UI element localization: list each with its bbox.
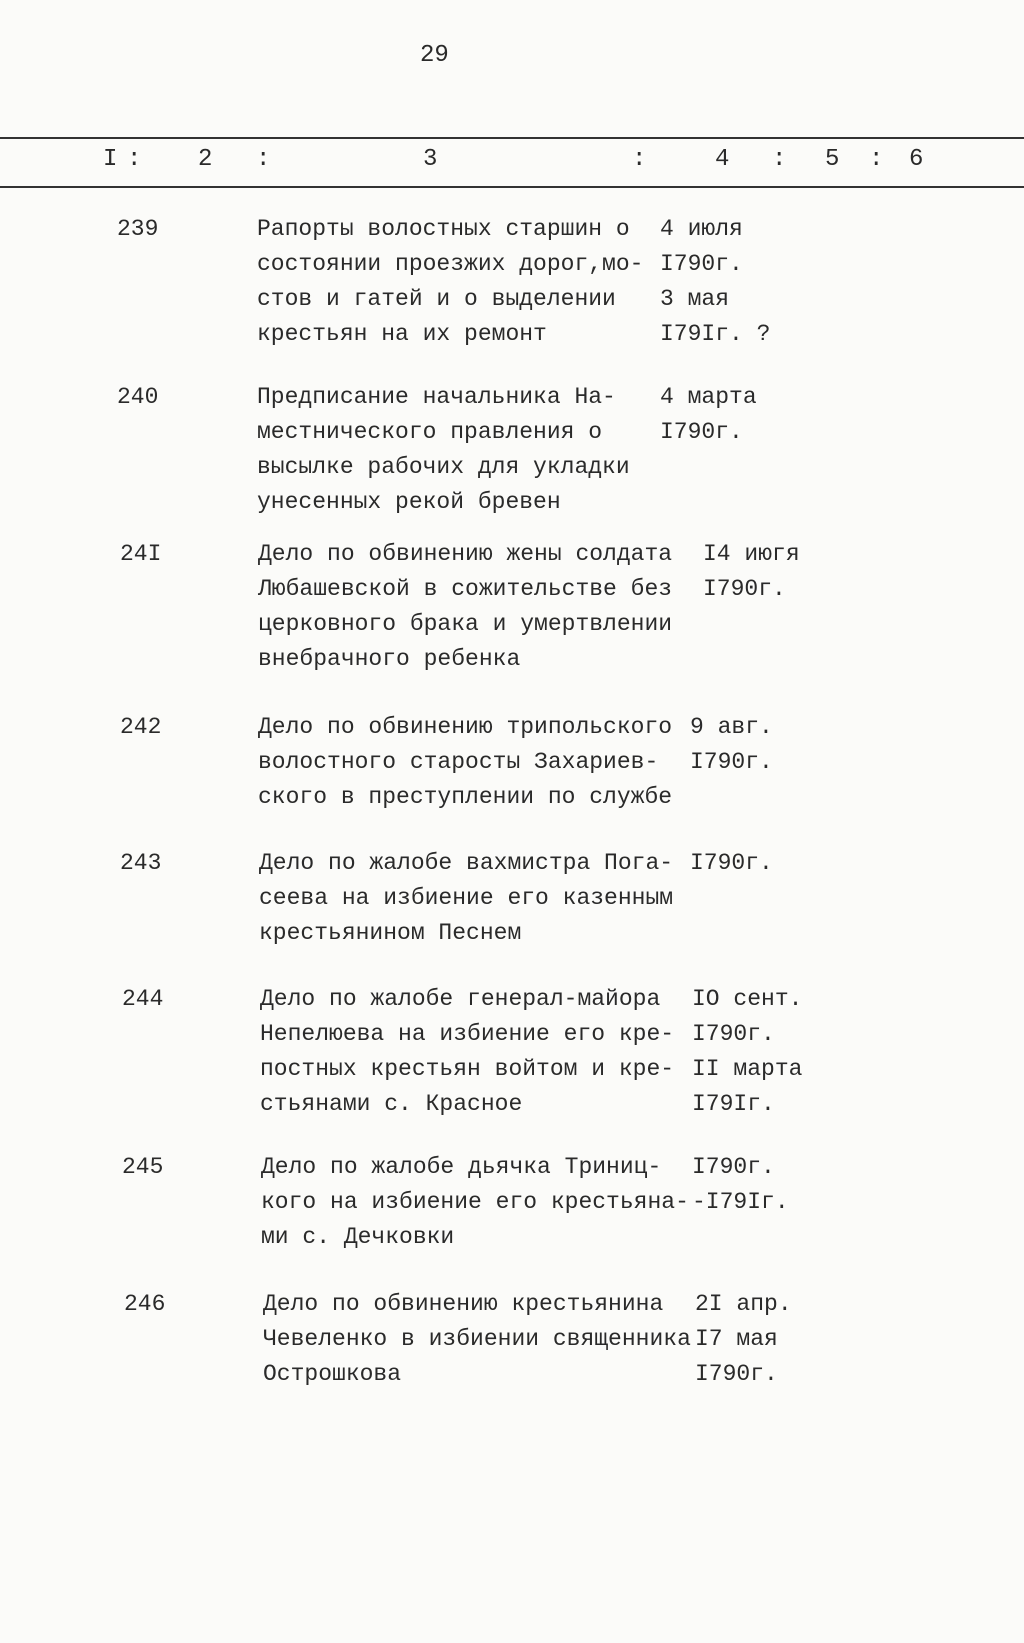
description-line: постных крестьян войтом и кре- — [260, 1056, 675, 1082]
description-line: Дело по жалобе вахмистра Пога- — [259, 850, 674, 876]
entry-number: 244 — [122, 986, 164, 1012]
column-separator: : — [869, 146, 884, 173]
description-line: волостного старосты Захариев- — [258, 749, 659, 775]
entry-number: 246 — [124, 1291, 166, 1317]
description-line: внебрачного ребенка — [258, 646, 521, 672]
entry-dates — [692, 1150, 789, 1220]
column-header-3: 3 — [423, 146, 438, 173]
description-line: Дело по жалобе генерал-майора — [260, 986, 661, 1012]
date-line: I79Iг. — [692, 1091, 775, 1117]
description-line: крестьянином Песнем — [259, 920, 522, 946]
entry-dates — [690, 710, 773, 780]
entry-description — [258, 710, 672, 815]
table-header-rule — [0, 186, 1024, 188]
date-line: I4 июгя — [703, 541, 800, 567]
entry-number: 245 — [122, 1154, 164, 1180]
column-header-5: 5 — [825, 146, 840, 173]
date-line: IO сент. — [692, 986, 803, 1012]
date-line: I790г. — [692, 1021, 775, 1047]
entry-description — [257, 380, 630, 520]
description-line: Дело по обвинению трипольского — [258, 714, 673, 740]
column-separator: : — [127, 146, 142, 173]
date-line: I790г. — [695, 1361, 778, 1387]
page-number: 29 — [420, 42, 449, 69]
date-line: 2I апр. — [695, 1291, 792, 1317]
description-line: высылке рабочих для укладки — [257, 454, 630, 480]
entry-description — [257, 212, 643, 352]
date-line: I790г. — [690, 850, 773, 876]
date-line: I790г. — [703, 576, 786, 602]
date-line: II марта — [692, 1056, 803, 1082]
entry-dates — [703, 537, 800, 607]
table-top-rule — [0, 137, 1024, 139]
description-line: крестьян на их ремонт — [257, 321, 547, 347]
date-line: I790г. — [660, 419, 743, 445]
description-line: стьянами с. Красное — [260, 1091, 523, 1117]
column-header-4: 4 — [715, 146, 730, 173]
column-header-1: I — [103, 146, 118, 173]
entry-dates — [692, 982, 802, 1122]
date-line: I790г. — [660, 251, 743, 277]
entry-dates — [695, 1287, 792, 1392]
description-line: Непелюева на избиение его кре- — [260, 1021, 675, 1047]
description-line: сеева на избиение его казенным — [259, 885, 674, 911]
date-line: 4 марта — [660, 384, 757, 410]
description-line: Предписание начальника На- — [257, 384, 616, 410]
description-line: состоянии проезжих дорог,мо- — [257, 251, 644, 277]
description-line: стов и гатей и о выделении — [257, 286, 616, 312]
description-line: Дело по жалобе дьячка Триниц- — [261, 1154, 662, 1180]
entry-description — [260, 982, 674, 1122]
date-line: -I79Iг. — [692, 1189, 789, 1215]
date-line: 3 мая — [660, 286, 730, 312]
entry-number: 24I — [120, 541, 162, 567]
column-separator: : — [256, 146, 271, 173]
description-line: Рапорты волостных старшин о — [257, 216, 630, 242]
description-line: церковного брака и умертвлении — [258, 611, 673, 637]
description-line: Любашевской в сожительстве без — [258, 576, 673, 602]
entry-number: 240 — [117, 384, 159, 410]
date-line: I790г. — [690, 749, 773, 775]
entry-description — [261, 1150, 689, 1255]
description-line: ми с. Дечковки — [261, 1224, 455, 1250]
description-line: Дело по обвинению жены солдата — [258, 541, 673, 567]
description-line: Чевеленко в избиении священника — [263, 1326, 691, 1352]
column-header-6: 6 — [909, 146, 924, 173]
entry-number: 239 — [117, 216, 159, 242]
description-line: ского в преступлении по службе — [258, 784, 673, 810]
column-separator: : — [632, 146, 647, 173]
date-line: I790г. — [692, 1154, 775, 1180]
entry-number: 242 — [120, 714, 162, 740]
description-line: местнического правления о — [257, 419, 603, 445]
column-header-2: 2 — [198, 146, 213, 173]
entry-description — [263, 1287, 691, 1392]
date-line: 4 июля — [660, 216, 743, 242]
description-line: Острошкова — [263, 1361, 402, 1387]
entry-dates — [660, 212, 770, 352]
date-line: I7 мая — [695, 1326, 778, 1352]
entry-number: 243 — [120, 850, 162, 876]
entry-description — [259, 846, 673, 951]
entry-dates — [690, 846, 773, 881]
date-line: I79Iг. ? — [660, 321, 771, 347]
description-line: Дело по обвинению крестьянина — [263, 1291, 664, 1317]
entry-description — [258, 537, 672, 677]
entry-dates — [660, 380, 757, 450]
description-line: кого на избиение его крестьяна- — [261, 1189, 689, 1215]
column-separator: : — [772, 146, 787, 173]
description-line: унесенных рекой бревен — [257, 489, 561, 515]
date-line: 9 авг. — [690, 714, 773, 740]
